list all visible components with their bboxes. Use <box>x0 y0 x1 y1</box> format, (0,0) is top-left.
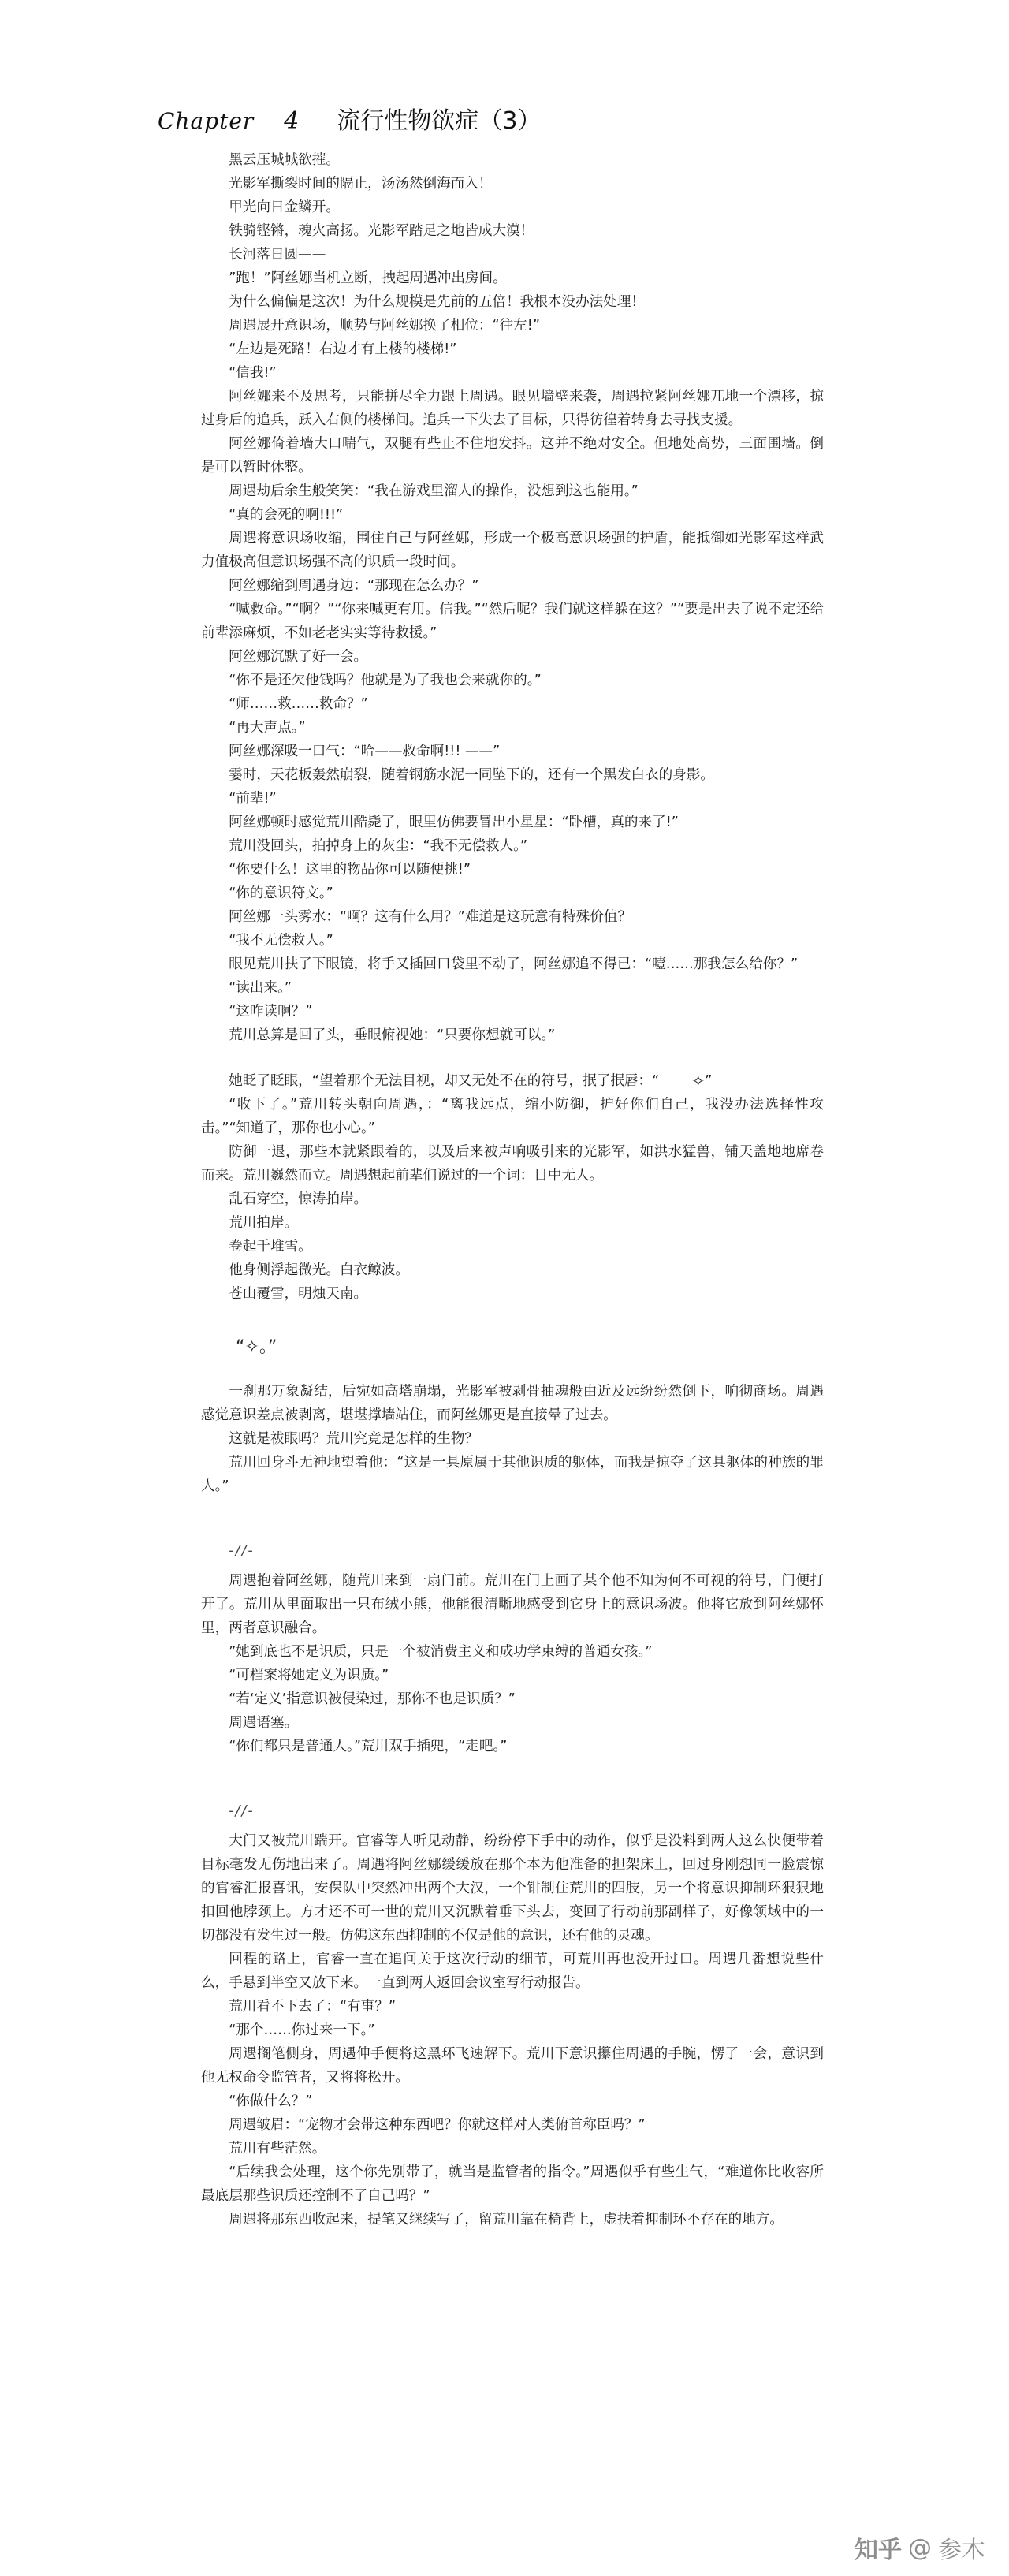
paragraph: 周遇语塞。 <box>229 1715 299 1731</box>
paragraph: “真的会死的啊!!!” <box>229 507 344 523</box>
paragraph: “若‘定义’指意识被侵染过，那你不也是识质？” <box>229 1691 516 1707</box>
paragraph: “那个……你过来一下。” <box>229 2022 375 2038</box>
paragraph: 荒川没回头，拍掉身上的灰尘：“我不无偿救人。” <box>229 838 528 854</box>
paragraph: “后续我会处理，这个你先别带了，就当是监管者的指令。”周遇似乎有些生气，“难道你比收容所最底层那些识质还控制不了自己吗？” <box>201 2164 824 2204</box>
paragraph: “你要什么！这里的物品你可以随便挑!” <box>229 862 471 878</box>
paragraph: ”跑！”阿丝娜当机立断，拽起周遇冲出房间。 <box>229 270 507 286</box>
paragraph-block-e <box>201 1829 824 2231</box>
paragraph: “师……救……救命？” <box>229 696 368 712</box>
paragraph: 阿丝娜倚着墙大口喘气，双腿有些止不住地发抖。这并不绝对安全。但地处高势，三面围墙。倒是可以暂时休整。 <box>201 436 824 475</box>
paragraph: 大门又被荒川踹开。官睿等人听见动静，纷纷停下手中的动作，似乎是没料到两人这么快便带着目标毫发无伤地出来了。周遇将阿丝娜缓缓放在那个本为他准备的担架床上，回过身刚想同一脸震惊的官睿汇报喜讯，安保队中突然冲出两个大汉，一个钳制住荒川的四肢，另一个将意识抑制环狠狠地扣回他脖颈上。方才还不可一世的荒川又沉默着垂下头去，变回了行动前那副样子，好像领域中的一切都没有发生过一般。仿佛这东西抑制的不仅是他的意识，还有他的灵魂。 <box>201 1833 824 1944</box>
paragraph: “喊救命。”“啊？”“你来喊更有用。信我。”“然后呢？我们就这样躲在这？”“要是出去了说不定还给前辈添麻烦，不如老老实实等待救援。” <box>201 602 824 641</box>
paragraph: 阿丝娜顿时感觉荒川酷毙了，眼里仿佛要冒出小星星：“卧槽，真的来了!” <box>229 815 679 830</box>
paragraph: “再大声点。” <box>229 720 306 736</box>
paragraph: ”她到底也不是识质，只是一个被消费主义和成功学束缚的普通女孩。” <box>229 1644 653 1660</box>
symbol-line: “✧。” <box>236 1337 277 1357</box>
paragraph: 周遇抱着阿丝娜，随荒川来到一扇门前。荒川在门上画了某个他不知为何不可视的符号，门便打开了。荒川从里面取出一只布绒小熊，他能很清晰地感受到它身上的意识场波。他将它放到阿丝娜怀里，两者意识融合。 <box>201 1573 824 1636</box>
section-separator: -//- <box>229 1543 255 1559</box>
symbol-paragraph-tail: ” <box>705 1073 713 1089</box>
paragraph: 苍山覆雪，明烛天南。 <box>229 1286 368 1302</box>
paragraph-block-c <box>201 1380 824 1498</box>
paragraph: 荒川回身斗无神地望着他：“这是一具原属于其他识质的躯体，而我是掠夺了这具躯体的种族的罪人。” <box>201 1455 824 1494</box>
paragraph: “前辈!” <box>229 791 277 807</box>
chapter-title: 流行性物欲症（3） <box>337 107 542 135</box>
chapter-number: 4 <box>284 107 300 135</box>
paragraph: 周遇将意识场收缩，围住自己与阿丝娜，形成一个极高意识场强的护盾，能抵御如光影军这样武力值极高但意识场强不高的识质一段时间。 <box>201 531 824 570</box>
paragraph: 阿丝娜一头雾水：“啊？这有什么用？”难道是这玩意有特殊价值？ <box>229 909 632 925</box>
paragraph: 荒川有些茫然。 <box>229 2141 326 2157</box>
paragraph: “我不无偿救人。” <box>229 933 333 949</box>
paragraph: “你的意识符文。” <box>229 885 333 901</box>
paragraph: 卷起千堆雪。 <box>229 1239 312 1254</box>
paragraph: 周遇将那东西收起来，提笔又继续写了，留荒川靠在椅背上，虚扶着抑制环不存在的地方。 <box>229 2212 784 2227</box>
paragraph: 阿丝娜深吸一口气：“哈——救命啊!!! ——” <box>229 744 501 759</box>
paragraph: 周遇皱眉：“宠物才会带这种东西吧？你就这样对人类俯首称臣吗？” <box>229 2117 646 2133</box>
paragraph: “信我!” <box>229 365 277 381</box>
paragraph: “左边是死路！右边才有上楼的楼梯!” <box>229 341 457 357</box>
paragraph: “收下了。”荒川转头朝向周遇，：“离我远点，缩小防御，护好你们自己，我没办法选择性攻击。”“知道了，那你也小心。” <box>201 1097 824 1136</box>
paragraph: 荒川总算是回了头，垂眼俯视她：“只要你想就可以。” <box>229 1027 556 1043</box>
paragraph: 他身侧浮起微光。白衣鲸波。 <box>229 1262 409 1278</box>
paragraph: 乱石穿空，惊涛拍岸。 <box>229 1191 368 1207</box>
symbol-paragraph-text: 她眨了眨眼，“望着那个无法目视，却又无处不在的符号，抿了抿唇：“ <box>229 1073 660 1089</box>
paragraph: 周遇展开意识场，顺势与阿丝娜换了相位：“往左!” <box>229 318 540 334</box>
symbol-paragraph <box>201 1069 824 1093</box>
paragraph: 回程的路上，官睿一直在追问关于这次行动的细节，可荒川再也没开过口。周遇几番想说些什么，手悬到半空又放下来。一直到两人返回会议室写行动报告。 <box>201 1952 824 1991</box>
section-separator: -//- <box>229 1803 255 1819</box>
paragraph: 眼见荒川扶了下眼镜，将手又插回口袋里不动了，阿丝娜追不得已：“噎……那我怎么给你？” <box>229 956 799 972</box>
paragraph: 荒川看不下去了：“有事？” <box>229 1999 396 2015</box>
paragraph-block-d <box>201 1569 824 1758</box>
paragraph: “读出来。” <box>229 980 292 996</box>
paragraph: “你不是还欠他钱吗？他就是为了我也会来就你的。” <box>229 673 542 688</box>
paragraph: 长河落日圆—— <box>229 247 326 263</box>
paragraph: 铁骑铿锵，魂火高扬。光影军踏足之地皆成大漠！ <box>229 223 534 239</box>
watermark <box>854 2530 985 2565</box>
paragraph: 防御一退，那些本就紧跟着的，以及后来被声响吸引来的光影军，如洪水猛兽，铺天盖地地席卷而来。荒川巍然而立。周遇想起前辈们说过的一个词：目中无人。 <box>201 1144 824 1184</box>
story-body <box>201 148 824 2231</box>
paragraph: 霎时，天花板轰然崩裂，随着钢筋水泥一同坠下的，还有一个黑发白衣的身影。 <box>229 767 714 783</box>
paragraph: “这咋读啊？” <box>229 1004 313 1020</box>
paragraph: “你们都只是普通人。”荒川双手插兜，“走吧。” <box>229 1739 508 1754</box>
paragraph: 阿丝娜沉默了好一会。 <box>229 649 368 665</box>
chapter-header <box>158 101 541 140</box>
paragraph: 周遇劫后余生般笑笑：“我在游戏里溜人的操作，没想到这也能用。” <box>229 483 639 499</box>
paragraph: 阿丝娜缩到周遇身边：“那现在怎么办？” <box>229 578 479 594</box>
paragraph: 黑云压城城欲摧。 <box>229 152 340 168</box>
paragraph-block-b <box>201 1093 824 1306</box>
paragraph: 周遇搁笔侧身，周遇伸手便将这黑环飞速解下。荒川下意识攥住周遇的手腕，愣了一会，意识到他无权命令监管者，又将将松开。 <box>201 2046 824 2086</box>
paragraph: 光影军撕裂时间的隔止，汤汤然倒海而入！ <box>229 176 493 192</box>
paragraph: 为什么偏偏是这次！为什么规模是先前的五倍！我根本没办法处理！ <box>229 294 646 310</box>
author-handle: 参木 <box>938 2537 985 2564</box>
paragraph: 一刹那万象凝结，后宛如高塔崩塌，光影军被剥骨抽魂般由近及远纷纷然倒下，响彻商场。周遇感觉意识差点被剥离，堪堪撑墙站住，而阿丝娜更是直接晕了过去。 <box>201 1384 824 1423</box>
paragraph: “可档案将她定义为识质。” <box>229 1668 389 1683</box>
sparkle-icon: ✧ <box>691 1072 706 1090</box>
paragraph: “你做什么？” <box>229 2093 313 2109</box>
paragraph-block-a <box>201 148 824 1047</box>
paragraph: 荒川拍岸。 <box>229 1215 299 1231</box>
at-icon: @ <box>908 2533 932 2562</box>
paragraph: 甲光向日金鳞开。 <box>229 199 340 215</box>
paragraph: 这就是祓眼吗？荒川究竟是怎样的生物？ <box>229 1431 478 1447</box>
paragraph: 阿丝娜来不及思考，只能拼尽全力跟上周遇。眼见墙壁来袭，周遇拉紧阿丝娜兀地一个漂移，掠过身后的追兵，跃入右侧的楼梯间。追兵一下失去了目标，只得彷徨着转身去寻找支援。 <box>201 389 824 428</box>
zhihu-logo: 知乎 <box>854 2537 902 2564</box>
chapter-label: Chapter <box>158 108 255 134</box>
